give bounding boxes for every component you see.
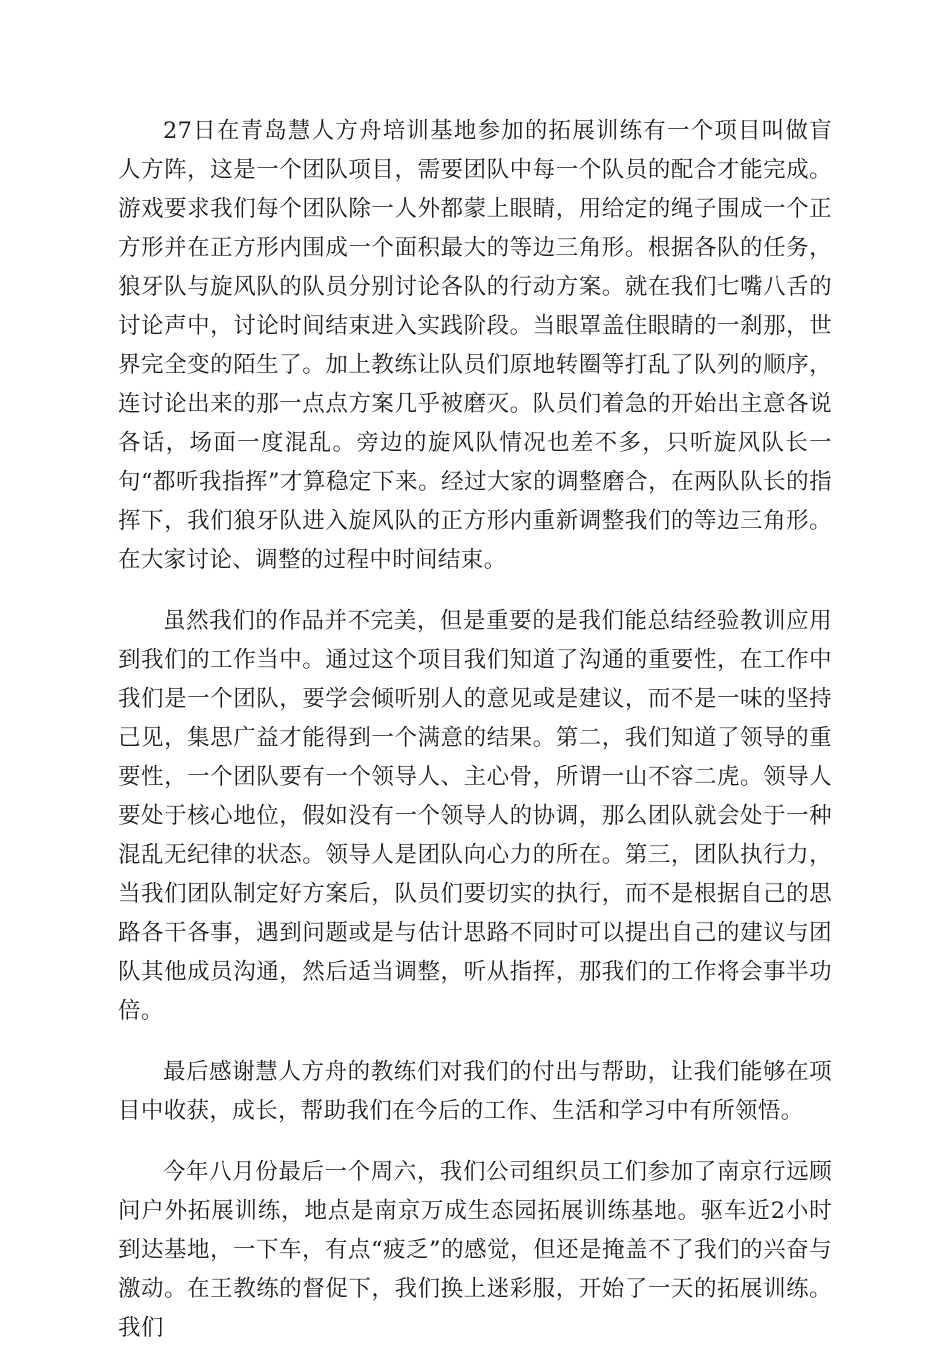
document-body	[118, 112, 832, 1370]
paragraph-august-training: 今年八月份最后一个周六，我们公司组织员工们参加了南京行远顾问户外拓展训练，地点是南京万成生态园拓展训练基地。驱车近2小时到达基地，一下车，有点“疲乏”的感觉，但还是掩盖不了我们的兴奋与激动。在王教练的督促下，我们换上迷彩服，开始了一天的拓展训练。我们	[118, 1159, 832, 1341]
paragraph-thanks: 最后感谢慧人方舟的教练们对我们的付出与帮助，让我们能够在项目中收获，成长，帮助我们在今后的工作、生活和学习中有所领悟。	[118, 1059, 832, 1124]
paragraph-blind-square-activity: 27日在青岛慧人方舟培训基地参加的拓展训练有一个项目叫做盲人方阵，这是一个团队项目，需要团队中每一个队员的配合才能完成。游戏要求我们每个团队除一人外都蒙上眼睛，用给定的绳子围成一个正方形并在正方形内围成一个面积最大的等边三角形。根据各队的任务，狼牙队与旋风队的队员分别讨论各队的行动方案。就在我们七嘴八舌的讨论声中，讨论时间结束进入实践阶段。当眼罩盖住眼睛的一刹那，世界完全变的陌生了。加上教练让队员们原地转圈等打乱了队列的顺序，连讨论出来的那一点点方案几乎被磨灭。队员们着急的开始出主意各说各话，场面一度混乱。旁边的旋风队情况也差不多，只听旋风队长一句“都听我指挥”才算稳定下来。经过大家的调整磨合，在两队队长的指挥下，我们狼牙队进入旋风队的正方形内重新调整我们的等边三角形。在大家讨论、调整的过程中时间结束。	[118, 118, 832, 573]
paragraph-lessons-learned: 虽然我们的作品并不完美，但是重要的是我们能总结经验教训应用到我们的工作当中。通过这个项目我们知道了沟通的重要性，在工作中我们是一个团队，要学会倾听别人的意见或是建议，而不是一味的坚持己见，集思广益才能得到一个满意的结果。第二，我们知道了领导的重要性，一个团队要有一个领导人、主心骨，所谓一山不容二虎。领导人要处于核心地位，假如没有一个领导人的协调，那么团队就会处于一种混乱无纪律的状态。领导人是团队向心力的所在。第三，团队执行力，当我们团队制定好方案后，队员们要切实的执行，而不是根据自己的思路各干各事，遇到问题或是与估计思路不同时可以提出自己的建议与团队其他成员沟通，然后适当调整，听从指挥，那我们的工作将会事半功倍。	[118, 608, 832, 1024]
